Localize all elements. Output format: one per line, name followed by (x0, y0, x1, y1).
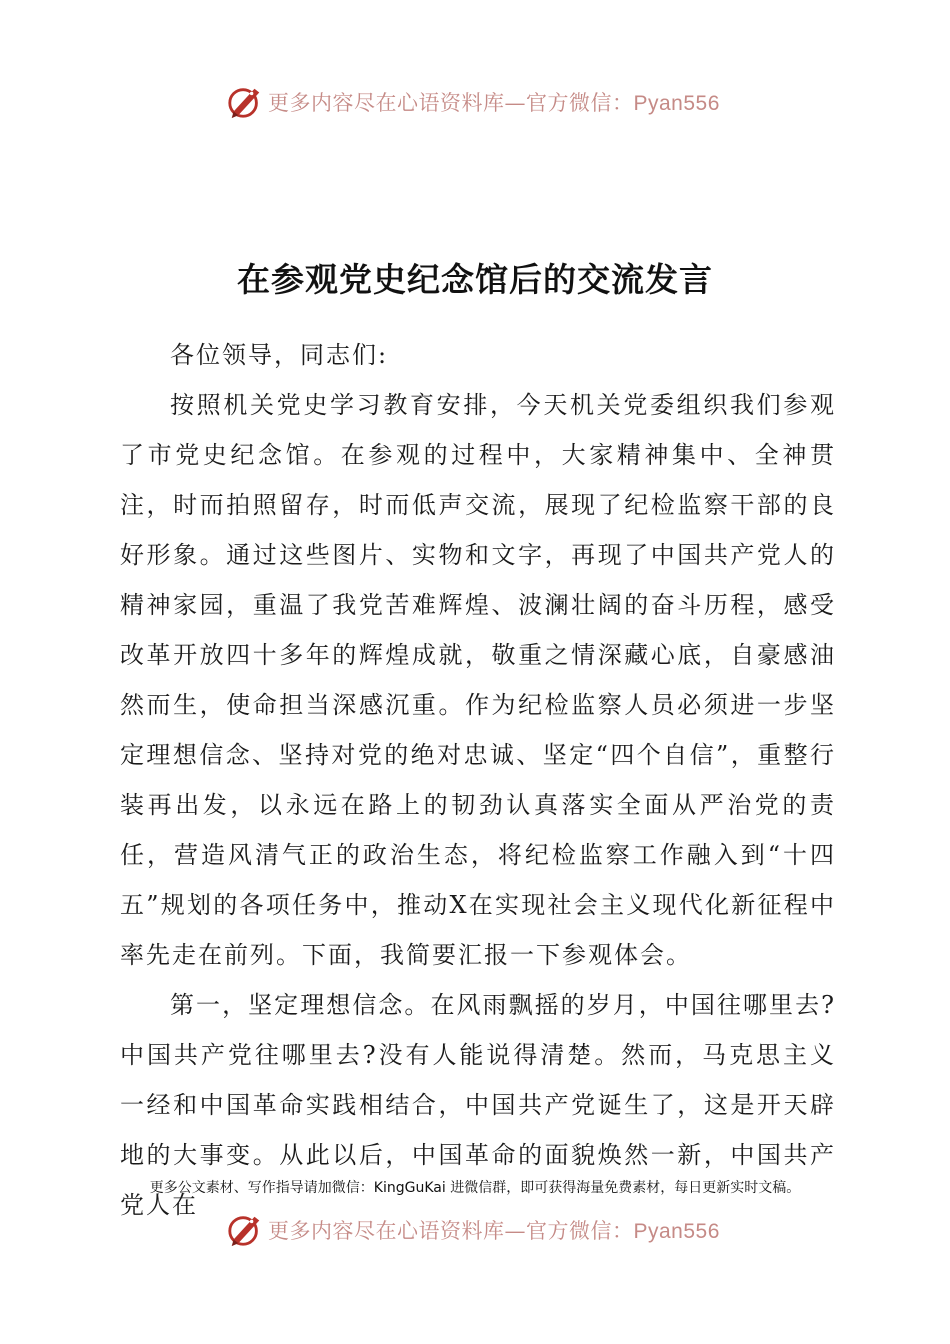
paragraph-1: 按照机关党史学习教育安排，今天机关党委组织我们参观了市党史纪念馆。在参观的过程中，大家精神集中、全神贯注，时而拍照留存，时而低声交流，展现了纪检监察干部的良好形象。通过这些图片、实物和文字，再现了中国共产党人的精神家园，重温了我党苦难辉煌、波澜壮阔的奋斗历程，感受改革开放四十多年的辉煌成就，敬重之情深藏心底，自豪感油然而生，使命担当深感沉重。作为纪检监察人员必须进一步坚定理想信念、坚持对党的绝对忠诚、坚定“四个自信”，重整行装再出发，以永远在路上的韧劲认真落实全面从严治党的责任，营造风清气正的政治生态，将纪检监察工作融入到“十四五”规划的各项任务中，推动X在实现社会主义现代化新征程中率先走在前列。下面，我简要汇报一下参观体会。 (120, 391, 836, 969)
document-body (120, 330, 836, 1230)
paragraph-2: 第一，坚定理想信念。在风雨飘摇的岁月，中国往哪里去?中国共产党往哪里去?没有人能说得清楚。然而，马克思主义一经和中国革命实践相结合，中国共产党诞生了，这是开天辟地的大事变。从此以后，中国革命的面貌焕然一新，中国共产党人在 (120, 991, 836, 1219)
footer-banner (226, 1208, 746, 1252)
header-banner (226, 80, 746, 124)
document-title: 在参观党史纪念馆后的交流发言 (237, 260, 713, 299)
pen-nib-logo-icon (226, 1211, 264, 1249)
footer-banner-text: 更多内容尽在心语资料库—官方微信：Pyan556 (268, 1219, 720, 1243)
salutation: 各位领导，同志们: (170, 341, 389, 369)
footer-note: 更多公文素材、写作指导请加微信：KingGuKai 进微信群，即可获得海量免费素材，每日更新实时文稿。 (149, 1180, 801, 1196)
header-banner-text: 更多内容尽在心语资料库—官方微信：Pyan556 (268, 91, 720, 115)
pen-nib-logo-icon (226, 83, 264, 121)
